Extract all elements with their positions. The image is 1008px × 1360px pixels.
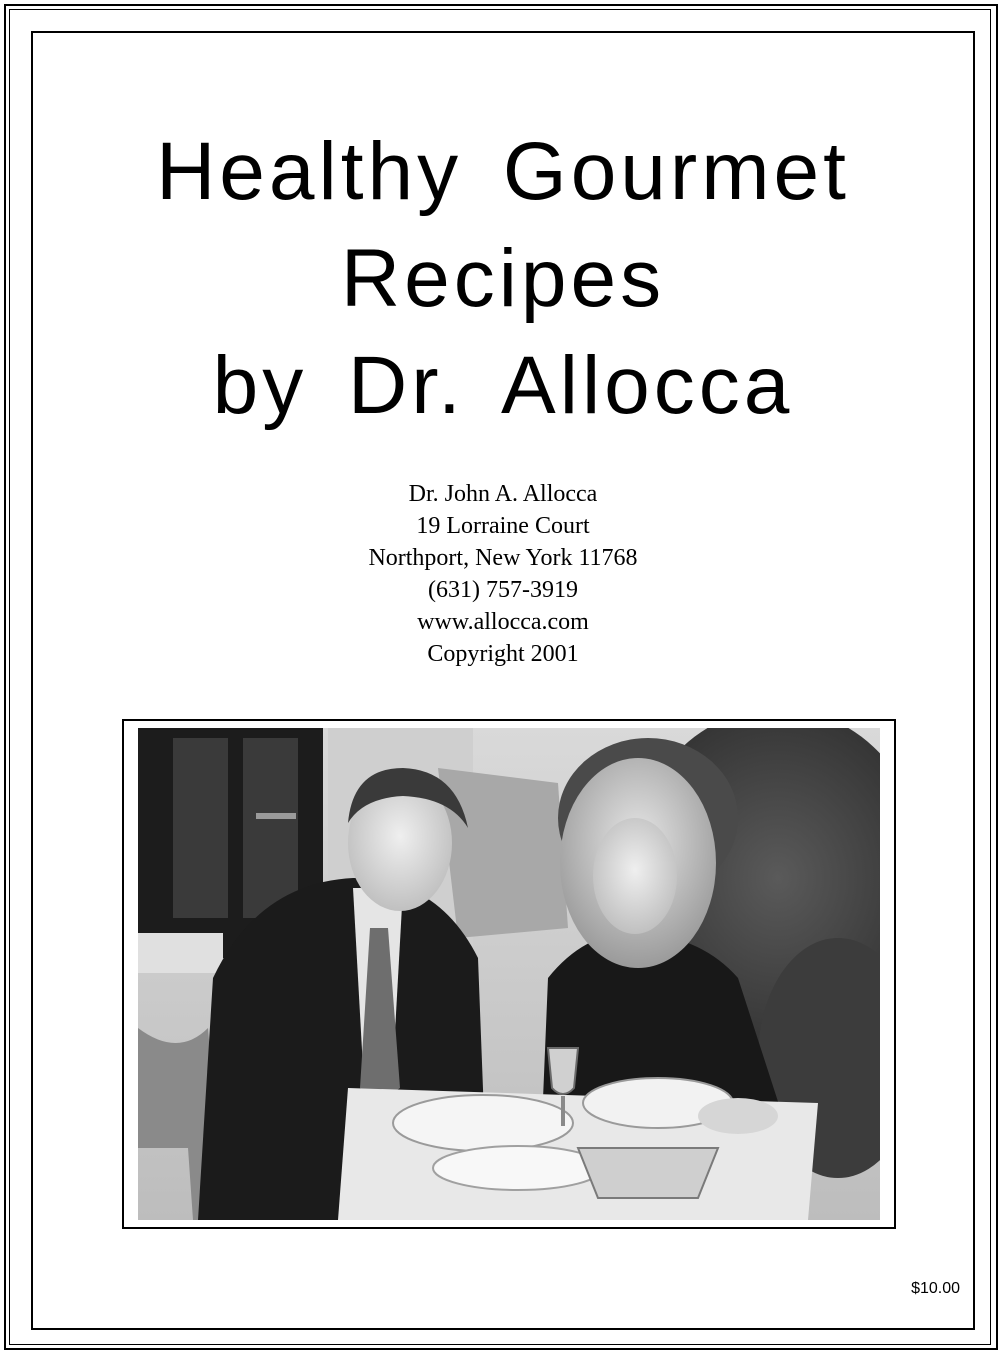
copyright-notice: Copyright 2001	[427, 641, 579, 667]
website-url: www.allocca.com	[417, 609, 589, 635]
street-address: 19 Lorraine Court	[416, 513, 590, 539]
title-line-1: Healthy Gourmet	[156, 126, 850, 217]
price-label: $10.00	[911, 1280, 960, 1297]
author-name: Dr. John A. Allocca	[408, 481, 598, 507]
title-line-3: by Dr. Allocca	[212, 340, 794, 431]
photo-frame	[122, 719, 896, 1229]
phone-number: (631) 757-3919	[428, 577, 578, 603]
city-state-zip: Northport, New York 11768	[368, 545, 638, 571]
author-contact-block	[31, 478, 975, 670]
book-title	[31, 118, 975, 439]
title-line-2: Recipes	[340, 233, 666, 324]
author-photo	[138, 728, 880, 1220]
